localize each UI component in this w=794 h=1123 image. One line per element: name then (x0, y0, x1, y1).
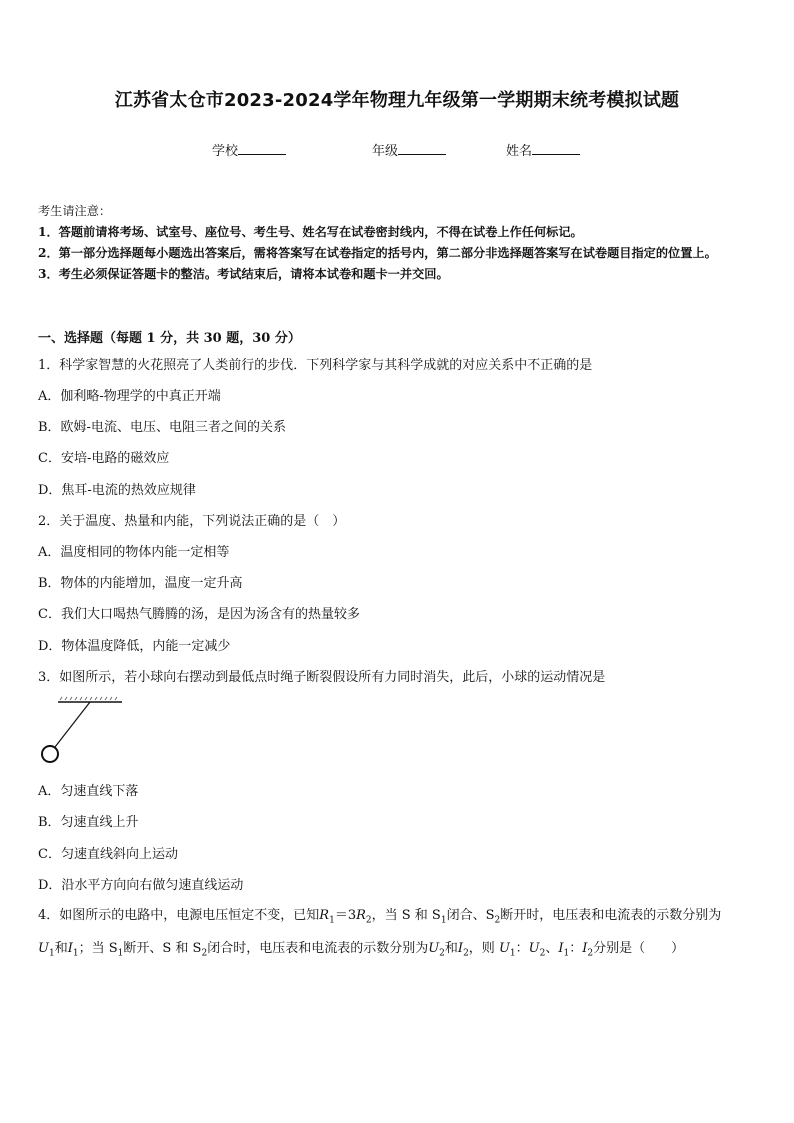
ceiling-hatch (58, 697, 122, 702)
name-blank (532, 142, 580, 155)
notice-item-3: 3．考生必须保证答题卡的整洁。考试结束后，请将本试卷和题卡一并交回。 (38, 267, 449, 281)
q4-text: 分别是（ ） (593, 940, 685, 956)
q4-sub: 1 (117, 948, 124, 959)
q4-text: 和 (54, 940, 68, 956)
q4-sub: 2 (365, 915, 372, 926)
q4-text: ；当 S (78, 940, 118, 956)
q4-text: 4．如图所示的电路中，电源电压恒定不变，已知 (38, 908, 320, 923)
notice-item-2: 2．第一部分选择题每小题选出答案后，需将答案写在试卷指定的括号内，第二部分非选择题答案写在试卷题目指定的位置上。 (38, 246, 717, 260)
page-title: 江苏省太仓市2023-2024学年物理九年级第一学期期末统考模拟试题 (114, 90, 680, 111)
q3-option-d: D．沿水平方向向右做匀速直线运动 (38, 878, 244, 893)
q4-text: 闭合、S (446, 908, 495, 923)
q2-option-a: A．温度相同的物体内能一定相等 (38, 545, 230, 560)
q2-option-b: B．物体的内能增加，温度一定升高 (38, 576, 243, 591)
q4-text: ，则 (468, 940, 495, 956)
pendulum-figure (38, 694, 138, 770)
q1-option-a: A．伽利略-物理学的中真正开端 (38, 389, 221, 404)
notice-item-1: 1．答题前请将考场、试室号、座位号、考生号、姓名写在试卷密封线内，不得在试卷上作任何标记。 (38, 225, 583, 239)
q1-option-b: B．欧姆-电流、电压、电阻三者之间的关系 (38, 420, 286, 435)
q2-stem: 2．关于温度、热量和内能，下列说法正确的是（ ） (38, 514, 346, 529)
school-label: 学校 (212, 144, 239, 159)
q4-sub: 2 (463, 948, 469, 959)
q4-sub: 2 (494, 915, 501, 926)
name-label: 姓名 (506, 144, 533, 159)
q4-text: 断开、S 和 S (123, 940, 202, 956)
q4-sub: 1 (48, 948, 55, 959)
q4-var: I (457, 940, 464, 956)
q3-stem: 3．如图所示，若小球向右摆动到最低点时绳子断裂假设所有力同时消失，此后，小球的运动情况是 (38, 670, 606, 685)
pendulum-string (55, 702, 90, 747)
grade-label: 年级 (372, 144, 399, 159)
q4-var: R (356, 908, 366, 923)
q2-option-d: D．物体温度降低，内能一定减少 (38, 639, 231, 654)
q3-option-c: C．匀速直线斜向上运动 (38, 847, 178, 862)
q4-var: I (67, 940, 73, 956)
q1-option-d: D．焦耳-电流的热效应规律 (38, 483, 196, 498)
school-field (212, 140, 286, 159)
q3-option-a: A．匀速直线下落 (38, 784, 139, 799)
q4-text: ＝3 (334, 908, 357, 923)
q2-option-c: C．我们大口喝热气腾腾的汤，是因为汤含有的热量较多 (38, 607, 360, 622)
q4-text: 断开时，电压表和电流表的示数分别为 (500, 908, 722, 923)
grade-blank (398, 142, 446, 155)
section-heading: 一、选择题（每题 1 分，共 30 题，30 分） (38, 331, 301, 346)
q4-text: 闭合时，电压表和电流表的示数分别为 (207, 940, 429, 956)
q1-option-c: C．安培-电路的磁效应 (38, 451, 170, 466)
q3-option-b: B．匀速直线上升 (38, 815, 139, 830)
name-field (506, 140, 580, 159)
q4-var: U (428, 940, 440, 956)
notice-heading: 考生请注意： (38, 204, 112, 218)
q4-sub: 1 (72, 948, 79, 959)
q4-sub: 2 (201, 948, 208, 959)
q4-text: ，当 S 和 S (371, 908, 441, 923)
q4-sub: 2 (439, 948, 445, 959)
q4-text: 和 (444, 940, 458, 956)
q4-stem: 4．如图所示的电路中，电源电压恒定不变，已知$R_1=3R_2$，当 S 和 $S_1$闭合、$S_2$断开时，电压表和电流表的示数分别为 $U_1$和$I_1$；当 $S_1$断开、S 和 $S_2$闭合时，电压表和电流表的示数分别为$U_2$和$I_2$，则 $U_1$：$U_2$、$I_1$：$I_2$分别是（ ） (38, 908, 722, 959)
school-blank (238, 142, 286, 155)
q1-stem: 1．科学家智慧的火花照亮了人类前行的步伐．下列科学家与其科学成就的对应关系中不正确的是 (38, 358, 593, 373)
q4-sub: 1 (329, 915, 335, 926)
q4-sub: 1 (440, 915, 447, 926)
q4-var: U (38, 940, 49, 956)
pendulum-ball (42, 746, 58, 762)
q4-var: R (319, 908, 330, 923)
notice-block (38, 201, 760, 285)
grade-field (372, 140, 446, 159)
